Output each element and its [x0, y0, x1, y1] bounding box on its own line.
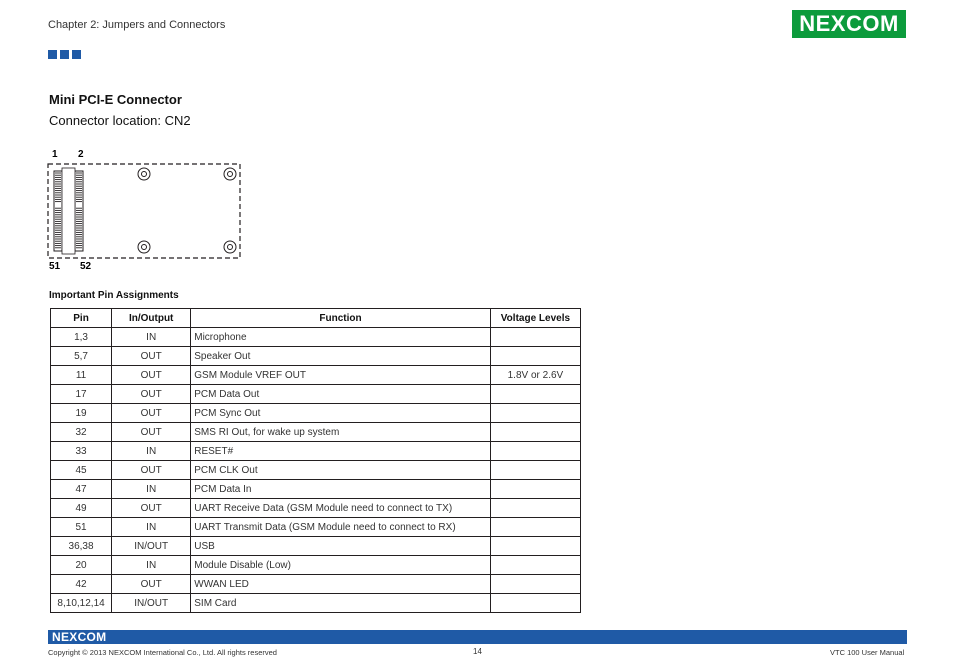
cell-function: RESET#: [191, 442, 491, 461]
table-title: Important Pin Assignments: [49, 290, 179, 301]
table-row: [51, 423, 581, 442]
table-row: [51, 404, 581, 423]
table-row: [51, 518, 581, 537]
cell-pin: 8,10,12,14: [51, 594, 112, 613]
cell-function: GSM Module VREF OUT: [191, 366, 491, 385]
cell-function: USB: [191, 537, 491, 556]
cell-io: OUT: [112, 404, 191, 423]
table-row: [51, 594, 581, 613]
logo-text: NEXCOM: [799, 11, 899, 36]
cell-voltage: [490, 518, 580, 537]
cell-voltage: [490, 385, 580, 404]
manual-title: VTC 100 User Manual: [830, 648, 905, 657]
footer-logo-text: NEXCOM: [52, 630, 107, 644]
cell-io: OUT: [112, 461, 191, 480]
table-row: [51, 461, 581, 480]
table-row: [51, 328, 581, 347]
cell-function: SMS RI Out, for wake up system: [191, 423, 491, 442]
pin-label-52: 52: [80, 261, 92, 272]
footer-logo: [52, 630, 106, 644]
cell-io: OUT: [112, 385, 191, 404]
cell-function: PCM CLK Out: [191, 461, 491, 480]
mounting-hole: [138, 241, 150, 253]
cell-io: IN: [112, 556, 191, 575]
mounting-hole: [224, 241, 236, 253]
mounting-hole: [138, 168, 150, 180]
pin-label-1: 1: [52, 149, 58, 160]
cell-io: IN/OUT: [112, 537, 191, 556]
cell-voltage: [490, 556, 580, 575]
cell-function: Microphone: [191, 328, 491, 347]
pin-assignment-table: [50, 308, 581, 613]
cell-pin: 20: [51, 556, 112, 575]
header-squares: [48, 50, 81, 59]
header-function: Function: [191, 309, 491, 328]
cell-io: OUT: [112, 575, 191, 594]
table-row: [51, 556, 581, 575]
pin-label-2: 2: [78, 149, 84, 160]
cell-voltage: [490, 594, 580, 613]
cell-pin: 32: [51, 423, 112, 442]
table-row: [51, 366, 581, 385]
cell-pin: 47: [51, 480, 112, 499]
nexcom-logo: [792, 10, 906, 38]
cell-function: UART Receive Data (GSM Module need to connect to TX): [191, 499, 491, 518]
table-row: [51, 442, 581, 461]
cell-voltage: [490, 328, 580, 347]
cell-io: IN: [112, 518, 191, 537]
cell-pin: 1,3: [51, 328, 112, 347]
cell-function: SIM Card: [191, 594, 491, 613]
header-pin: Pin: [51, 309, 112, 328]
table-row: [51, 575, 581, 594]
cell-io: IN: [112, 328, 191, 347]
cell-function: PCM Sync Out: [191, 404, 491, 423]
cell-function: PCM Data Out: [191, 385, 491, 404]
cell-function: WWAN LED: [191, 575, 491, 594]
cell-voltage: [490, 575, 580, 594]
table-row: [51, 537, 581, 556]
cell-function: Speaker Out: [191, 347, 491, 366]
cell-pin: 11: [51, 366, 112, 385]
connector-diagram-svg: [44, 146, 249, 274]
cell-pin: 45: [51, 461, 112, 480]
header-in-output: In/Output: [112, 309, 191, 328]
cell-voltage: [490, 480, 580, 499]
cell-function: UART Transmit Data (GSM Module need to connect to RX): [191, 518, 491, 537]
footer-copyright: Copyright © 2013 NEXCOM International Co., Ltd. All rights reserved: [48, 648, 277, 657]
cell-io: OUT: [112, 347, 191, 366]
cell-function: Module Disable (Low): [191, 556, 491, 575]
cell-voltage: [490, 404, 580, 423]
cell-voltage: [490, 499, 580, 518]
footer-bar: [48, 630, 907, 644]
mounting-hole: [224, 168, 236, 180]
cell-pin: 17: [51, 385, 112, 404]
cell-voltage: 1.8V or 2.6V: [490, 366, 580, 385]
cell-voltage: [490, 347, 580, 366]
cell-pin: 33: [51, 442, 112, 461]
cell-pin: 19: [51, 404, 112, 423]
header-voltage-levels: Voltage Levels: [490, 309, 580, 328]
cell-io: IN/OUT: [112, 594, 191, 613]
table-header-row: [51, 309, 581, 328]
chapter-title: Chapter 2: Jumpers and Connectors: [48, 19, 226, 31]
connector-diagram: [44, 146, 249, 274]
cell-pin: 42: [51, 575, 112, 594]
cell-function: PCM Data In: [191, 480, 491, 499]
connector-location: Connector location: CN2: [49, 113, 191, 128]
page-number: 14: [473, 647, 482, 656]
connector-body: [54, 168, 83, 254]
cell-pin: 51: [51, 518, 112, 537]
cell-voltage: [490, 423, 580, 442]
cell-pin: 5,7: [51, 347, 112, 366]
table-row: [51, 347, 581, 366]
table-row: [51, 499, 581, 518]
table-row: [51, 385, 581, 404]
cell-voltage: [490, 537, 580, 556]
cell-pin: 49: [51, 499, 112, 518]
cell-pin: 36,38: [51, 537, 112, 556]
cell-voltage: [490, 461, 580, 480]
cell-io: IN: [112, 442, 191, 461]
cell-voltage: [490, 442, 580, 461]
section-title: Mini PCI-E Connector: [49, 92, 182, 107]
cell-io: OUT: [112, 499, 191, 518]
pin-label-51: 51: [49, 261, 61, 272]
cell-io: OUT: [112, 366, 191, 385]
cell-io: OUT: [112, 423, 191, 442]
table-row: [51, 480, 581, 499]
cell-io: IN: [112, 480, 191, 499]
